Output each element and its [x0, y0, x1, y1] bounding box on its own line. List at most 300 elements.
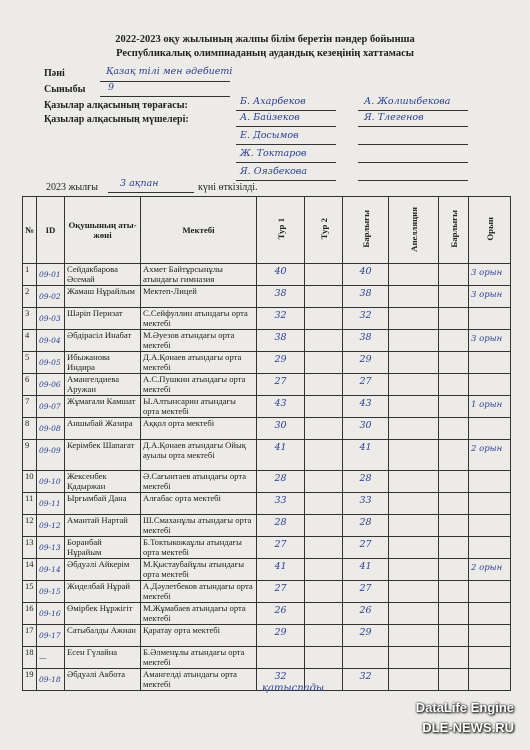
student-name: Әбдірасіл Инабат	[65, 330, 141, 352]
round1-score-value: 33	[274, 495, 287, 506]
round1-score	[257, 581, 305, 603]
school-name: М.Әуезов атындағы орта мектебі	[141, 330, 257, 352]
final-total-cell	[439, 440, 469, 471]
place-cell	[469, 286, 511, 308]
row-id	[37, 515, 65, 537]
col-number-header: №	[23, 197, 37, 264]
round1-score	[257, 603, 305, 625]
round1-score	[257, 374, 305, 396]
row-id	[37, 471, 65, 493]
student-name: Боранбай Нұрайым	[65, 537, 141, 559]
round2-score	[305, 493, 343, 515]
total-score-value: 28	[359, 473, 372, 484]
chair-value-2: А. Жолшыбекова	[364, 96, 451, 107]
member-underline-6	[358, 162, 468, 163]
col-round1-header	[257, 197, 305, 264]
appeal-cell	[389, 330, 439, 352]
round2-score	[305, 352, 343, 374]
round2-header-text: Тур 2	[318, 218, 329, 240]
total-score	[343, 396, 389, 418]
student-name: Жексенбек Қадыржан	[65, 471, 141, 493]
row-id-value: 09-14	[39, 565, 61, 574]
total-score-value: 27	[359, 583, 372, 594]
member-value-1: А. Байзеков	[240, 112, 300, 123]
round1-score-value: 27	[274, 539, 287, 550]
appeal-cell	[389, 603, 439, 625]
table-row	[23, 264, 511, 286]
header-line-2: Республикалық олимпиаданың аудандық кезеңінің хаттамасы	[116, 48, 414, 59]
final-total-header-text: Барлығы	[448, 210, 459, 248]
col-total-header	[343, 197, 389, 264]
watermark-line-2: DLE-NEWS.RU	[422, 720, 514, 735]
row-id-value: 09-11	[39, 499, 61, 508]
appeal-header-text: Апелляция	[408, 206, 419, 252]
row-number: 3	[23, 308, 37, 330]
total-score	[343, 352, 389, 374]
appeal-cell	[389, 396, 439, 418]
round1-score	[257, 286, 305, 308]
round1-score	[257, 396, 305, 418]
round1-score	[257, 559, 305, 581]
round1-score-value: 28	[274, 473, 287, 484]
row-id	[37, 647, 65, 669]
final-total-cell	[439, 264, 469, 286]
member-value-3: Е. Досымов	[240, 130, 299, 141]
member-underline-3	[236, 144, 336, 145]
row-id-value: 09-09	[39, 446, 61, 455]
round1-score	[257, 515, 305, 537]
total-score-value: 27	[359, 376, 372, 387]
place-cell	[469, 603, 511, 625]
row-id-value: 09-10	[39, 477, 61, 486]
table-row	[23, 418, 511, 440]
place-cell	[469, 418, 511, 440]
school-name: Ы.Алтынсарин атындағы орта мектебі	[141, 396, 257, 418]
row-id	[37, 352, 65, 374]
round1-score-value: 38	[274, 332, 287, 343]
round1-score-value: 27	[274, 376, 287, 387]
row-number: 1	[23, 264, 37, 286]
col-id-header: ID	[37, 197, 65, 264]
appeal-cell	[389, 625, 439, 647]
round2-score	[305, 264, 343, 286]
total-score	[343, 308, 389, 330]
col-round2-header	[305, 197, 343, 264]
total-score-value: 32	[359, 671, 372, 682]
total-score-value: 38	[359, 332, 372, 343]
table-row	[23, 374, 511, 396]
total-score-value: 33	[359, 495, 372, 506]
table-row	[23, 581, 511, 603]
row-id	[37, 559, 65, 581]
student-name: Ырғымбай Дана	[65, 493, 141, 515]
row-id	[37, 440, 65, 471]
round1-score	[257, 625, 305, 647]
round2-score	[305, 515, 343, 537]
col-appeal-header	[389, 197, 439, 264]
total-header-text: Барлығы	[360, 210, 371, 248]
round1-score	[257, 418, 305, 440]
place-cell	[469, 440, 511, 471]
row-number: 18	[23, 647, 37, 669]
watermark-line-1: DataLife Engine	[415, 700, 514, 715]
appeal-cell	[389, 559, 439, 581]
appeal-cell	[389, 515, 439, 537]
round1-score	[257, 471, 305, 493]
round1-score-value: 30	[274, 420, 287, 431]
place-cell	[469, 559, 511, 581]
round2-score	[305, 440, 343, 471]
round2-score	[305, 286, 343, 308]
row-id-value: 09-06	[39, 380, 61, 389]
member-value-2: Я. Тлегенов	[364, 112, 424, 123]
round1-score	[257, 440, 305, 471]
school-name: М.Қыстаубайұлы атындағы орта мектебі	[141, 559, 257, 581]
member-value-5: Я. Оязбекова	[240, 166, 307, 177]
place-cell	[469, 352, 511, 374]
school-name: Б.Әлменұлы атындағы орта мектебі	[141, 647, 257, 669]
table-row	[23, 308, 511, 330]
round2-score	[305, 471, 343, 493]
row-id	[37, 286, 65, 308]
student-name: Әбдуәлі Акбота	[65, 669, 141, 691]
table-row	[23, 352, 511, 374]
member-underline-2	[358, 126, 468, 127]
row-number: 9	[23, 440, 37, 471]
appeal-cell	[389, 493, 439, 515]
row-id-value: 09-12	[39, 521, 61, 530]
student-name: Әбдуәлі Айкерім	[65, 559, 141, 581]
total-score	[343, 286, 389, 308]
total-score-value: 38	[359, 288, 372, 299]
round1-score-value: 40	[274, 266, 287, 277]
subject-value: Қазақ тілі мен әдебиеті	[106, 66, 233, 77]
total-score-value: 41	[359, 561, 372, 572]
round2-score	[305, 625, 343, 647]
student-name: Жамаш Нұрайлым	[65, 286, 141, 308]
final-total-cell	[439, 493, 469, 515]
round1-score-value: 32	[274, 310, 287, 321]
round2-score	[305, 374, 343, 396]
place-cell-value: 2 орын	[471, 444, 503, 454]
total-score-value: 28	[359, 517, 372, 528]
total-score	[343, 581, 389, 603]
row-id	[37, 669, 65, 691]
grade-label: Сыныбы	[44, 84, 86, 95]
appeal-cell	[389, 374, 439, 396]
table-row	[23, 625, 511, 647]
appeal-cell	[389, 647, 439, 669]
final-total-cell	[439, 396, 469, 418]
grade-underline	[100, 96, 230, 97]
total-score	[343, 418, 389, 440]
final-total-cell	[439, 286, 469, 308]
appeal-cell	[389, 537, 439, 559]
col-school-header: Мектебі	[141, 197, 257, 264]
col-student-header: Оқушының аты-жөні	[65, 197, 141, 264]
row-number: 6	[23, 374, 37, 396]
row-id	[37, 581, 65, 603]
round1-header-text: Тур 1	[275, 218, 286, 240]
round1-score-value: 41	[274, 442, 287, 453]
members-label: Қазылар алқасының мүшелері:	[44, 114, 189, 125]
total-score	[343, 669, 389, 691]
final-total-cell	[439, 515, 469, 537]
total-score-value: 40	[359, 266, 372, 277]
round1-score	[257, 264, 305, 286]
school-name: Ә.Сағынтаев атындағы орта мектебі	[141, 471, 257, 493]
round1-score-value: 29	[274, 354, 287, 365]
final-total-cell	[439, 559, 469, 581]
total-score	[343, 603, 389, 625]
school-name: А.С.Пушкин атындағы орта мектебі	[141, 374, 257, 396]
appeal-cell	[389, 581, 439, 603]
student-name: Керімбек Шапағат	[65, 440, 141, 471]
place-cell	[469, 537, 511, 559]
grade-value: 9	[108, 82, 115, 93]
place-cell-value: 2 орын	[471, 563, 503, 573]
student-name: Жұмағали Камшат	[65, 396, 141, 418]
place-cell	[469, 330, 511, 352]
row-id	[37, 537, 65, 559]
school-name: Амангелді атындағы орта мектебі	[141, 669, 257, 691]
round1-score	[257, 352, 305, 374]
school-name: Мектеп-Лицей	[141, 286, 257, 308]
final-total-cell	[439, 647, 469, 669]
round1-score-value: 38	[274, 288, 287, 299]
table-body	[23, 264, 511, 691]
final-total-cell	[439, 374, 469, 396]
row-id	[37, 264, 65, 286]
row-id	[37, 418, 65, 440]
student-name: Ибыжанова Индира	[65, 352, 141, 374]
row-number: 7	[23, 396, 37, 418]
place-cell-value: 3 орын	[471, 268, 503, 278]
round1-score-value: 26	[274, 605, 287, 616]
school-name: Қаратау орта мектебі	[141, 625, 257, 647]
row-id-value: 09-03	[39, 314, 61, 323]
table-row	[23, 396, 511, 418]
total-score	[343, 471, 389, 493]
place-cell	[469, 515, 511, 537]
round1-score	[257, 493, 305, 515]
subject-label: Пәні	[44, 68, 65, 79]
total-score	[343, 493, 389, 515]
round2-score	[305, 581, 343, 603]
row-number: 10	[23, 471, 37, 493]
total-score-value: 32	[359, 310, 372, 321]
row-number: 14	[23, 559, 37, 581]
school-name: Б.Токтыкожаұлы атындағы орта мектебі	[141, 537, 257, 559]
final-total-cell	[439, 625, 469, 647]
round2-score	[305, 537, 343, 559]
row-id-value: 09-13	[39, 543, 61, 552]
place-cell	[469, 471, 511, 493]
school-name: Д.А.Қонаев атындағы Ойық ауылы орта мектебі	[141, 440, 257, 471]
row-id	[37, 396, 65, 418]
school-name: М.Жұмабаев атындағы орта мектебі	[141, 603, 257, 625]
member-underline-1	[236, 126, 336, 127]
row-id	[37, 625, 65, 647]
chair-label: Қазылар алқасының төрағасы:	[44, 100, 188, 111]
row-id	[37, 603, 65, 625]
place-cell	[469, 493, 511, 515]
total-score	[343, 647, 389, 669]
round1-score-value: 29	[274, 627, 287, 638]
school-name: Ахмет Байтұрсынұлы атындағы гимназия	[141, 264, 257, 286]
row-id-value: 09-17	[39, 631, 61, 640]
total-score-value: 29	[359, 627, 372, 638]
round1-score	[257, 330, 305, 352]
school-name: Ш.Смаханұлы атындағы орта мектебі	[141, 515, 257, 537]
place-header-text: Орын	[484, 217, 495, 241]
row-id-value: 09-08	[39, 424, 61, 433]
row-id-value: 09-15	[39, 587, 61, 596]
round1-score	[257, 308, 305, 330]
date-value: 3 ақпан	[120, 178, 159, 189]
row-number: 2	[23, 286, 37, 308]
place-cell-value: 1 орын	[471, 400, 503, 410]
place-cell	[469, 669, 511, 691]
row-number: 16	[23, 603, 37, 625]
row-id-value: —	[39, 653, 47, 662]
member-underline-5	[236, 162, 336, 163]
student-name: Жиделбай Нұрай	[65, 581, 141, 603]
place-cell	[469, 625, 511, 647]
round2-score	[305, 647, 343, 669]
header-line-1: 2022-2023 оқу жылының жалпы білім беретін пәндер бойынша	[115, 34, 415, 45]
total-score-value: 41	[359, 442, 372, 453]
school-name: Алғабас орта мектебі	[141, 493, 257, 515]
row-number: 19	[23, 669, 37, 691]
total-score-value: 43	[359, 398, 372, 409]
student-name: Өмірбек Нұржігіт	[65, 603, 141, 625]
row-number: 4	[23, 330, 37, 352]
col-place-header	[469, 197, 511, 264]
table-row	[23, 471, 511, 493]
date-underline	[108, 192, 194, 193]
appeal-cell	[389, 669, 439, 691]
round2-score	[305, 418, 343, 440]
absent-note: қатыспады	[262, 683, 325, 694]
appeal-cell	[389, 440, 439, 471]
row-id-value: 09-04	[39, 336, 61, 345]
place-cell-value: 3 орын	[471, 290, 503, 300]
round1-score-value: 32	[274, 671, 287, 682]
place-cell	[469, 264, 511, 286]
final-total-cell	[439, 352, 469, 374]
row-number: 8	[23, 418, 37, 440]
final-total-cell	[439, 669, 469, 691]
place-cell-value: 3 орын	[471, 334, 503, 344]
date-suffix: күні өткізілді.	[198, 182, 258, 193]
row-id-value: 09-18	[39, 675, 61, 684]
school-name: Аққол орта мектебі	[141, 418, 257, 440]
row-id	[37, 308, 65, 330]
table-row	[23, 515, 511, 537]
appeal-cell	[389, 286, 439, 308]
member-value-4: Ж. Токтаров	[240, 148, 307, 159]
member-underline-7	[236, 180, 336, 181]
total-score	[343, 515, 389, 537]
total-score-value: 26	[359, 605, 372, 616]
row-id-value: 09-16	[39, 609, 61, 618]
table-header-row	[23, 197, 511, 264]
round1-score	[257, 537, 305, 559]
row-id	[37, 493, 65, 515]
final-total-cell	[439, 308, 469, 330]
row-number: 11	[23, 493, 37, 515]
appeal-cell	[389, 352, 439, 374]
row-id	[37, 330, 65, 352]
final-total-cell	[439, 603, 469, 625]
table-row	[23, 647, 511, 669]
round1-score-value: 41	[274, 561, 287, 572]
table-row	[23, 493, 511, 515]
final-total-cell	[439, 471, 469, 493]
student-name: Амангелдиева Аружан	[65, 374, 141, 396]
row-number: 17	[23, 625, 37, 647]
round1-score-value: 28	[274, 517, 287, 528]
row-number: 13	[23, 537, 37, 559]
table-row	[23, 537, 511, 559]
student-name: Сатыбалды Ажиан	[65, 625, 141, 647]
student-name: Амантай Нартай	[65, 515, 141, 537]
total-score	[343, 537, 389, 559]
round1-score-value: 27	[274, 583, 287, 594]
round2-score	[305, 396, 343, 418]
row-number: 5	[23, 352, 37, 374]
table-row	[23, 559, 511, 581]
appeal-cell	[389, 308, 439, 330]
total-score	[343, 625, 389, 647]
member-underline-4	[358, 144, 468, 145]
round2-score	[305, 330, 343, 352]
total-score-value: 27	[359, 539, 372, 550]
place-cell	[469, 308, 511, 330]
round2-score	[305, 559, 343, 581]
row-number: 12	[23, 515, 37, 537]
table-row	[23, 603, 511, 625]
place-cell	[469, 581, 511, 603]
chair-value-1: Б. Ахарбеков	[240, 96, 306, 107]
results-table	[22, 196, 511, 691]
final-total-cell	[439, 537, 469, 559]
round2-score	[305, 308, 343, 330]
school-name: С.Сейфуллин атындағы орта мектебі	[141, 308, 257, 330]
school-name: Д.А.Қонаев атындағы орта мектебі	[141, 352, 257, 374]
table-row	[23, 286, 511, 308]
student-name: Шәріп Перизат	[65, 308, 141, 330]
student-name: Сейдакбарова Әсемай	[65, 264, 141, 286]
round2-score	[305, 603, 343, 625]
total-score-value: 30	[359, 420, 372, 431]
row-id-value: 09-07	[39, 402, 61, 411]
table-row	[23, 330, 511, 352]
subject-underline	[100, 81, 230, 82]
row-id-value: 09-05	[39, 358, 61, 367]
chair-underline-2	[358, 110, 468, 111]
student-name: Аншыбай Жазира	[65, 418, 141, 440]
row-id-value: 09-02	[39, 292, 61, 301]
student-name: Есен Гүлайна	[65, 647, 141, 669]
total-score	[343, 264, 389, 286]
place-cell	[469, 647, 511, 669]
total-score-value: 29	[359, 354, 372, 365]
place-cell	[469, 396, 511, 418]
total-score	[343, 374, 389, 396]
table-row	[23, 440, 511, 471]
